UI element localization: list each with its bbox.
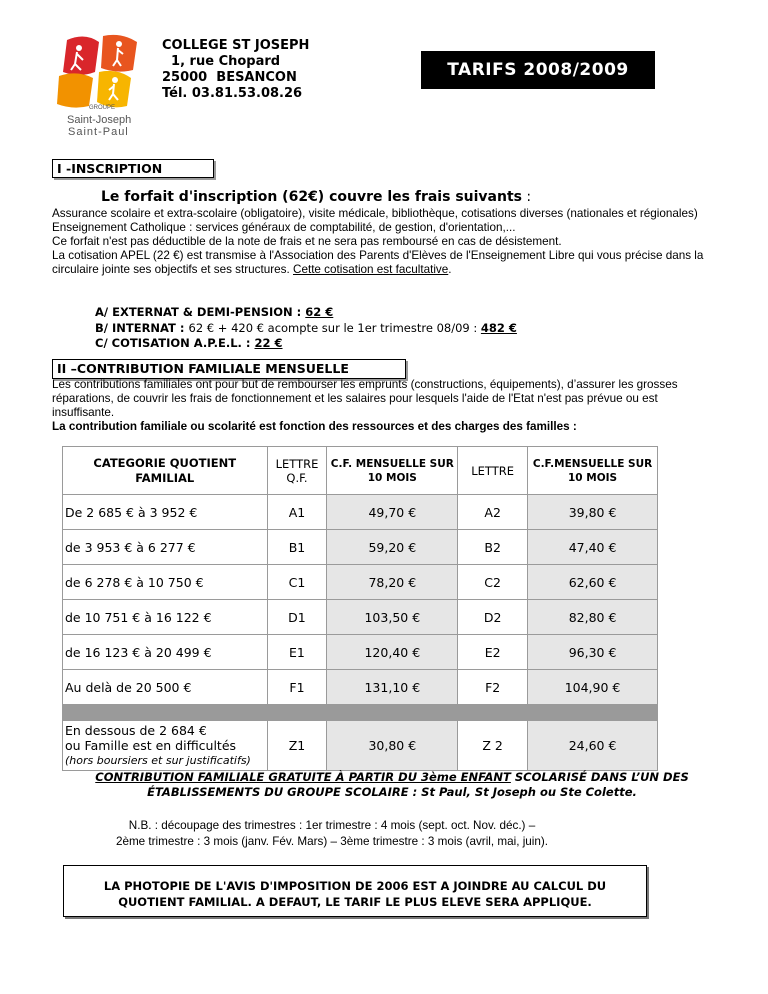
table-header-row bbox=[63, 447, 658, 495]
contribution-intro bbox=[52, 378, 712, 434]
letter-cell: F1 bbox=[267, 670, 327, 705]
range-cell: de 16 123 € à 20 499 € bbox=[63, 635, 268, 670]
letter-cell: D2 bbox=[458, 600, 528, 635]
amount-cell: 131,10 € bbox=[327, 670, 458, 705]
tarif-externat: A/ EXTERNAT & DEMI-PENSION : 62 € bbox=[95, 305, 334, 319]
forfait-line: Enseignement Catholique : services généraux de comptabilité, de gestion, d'orientation,... bbox=[52, 221, 516, 234]
range-cell-low-income: En dessous de 2 684 € ou Famille est en difficultés (hors boursiers et sur justificatifs) bbox=[63, 721, 268, 771]
intro-bold: La contribution familiale ou scolarité est fonction des ressources et des charges des familles : bbox=[52, 420, 577, 433]
table-row bbox=[63, 670, 658, 705]
forfait-details bbox=[52, 207, 712, 277]
amount-cell: 47,40 € bbox=[528, 530, 658, 565]
contribution-table bbox=[62, 446, 658, 771]
tarif-internat-value: 482 € bbox=[480, 320, 517, 335]
table-row bbox=[63, 565, 658, 600]
table-row bbox=[63, 600, 658, 635]
amount-cell: 120,40 € bbox=[327, 635, 458, 670]
range-cell: de 3 953 € à 6 277 € bbox=[63, 530, 268, 565]
range-cell: Au delà de 20 500 € bbox=[63, 670, 268, 705]
letter-cell: F2 bbox=[458, 670, 528, 705]
free-contribution-note: CONTRIBUTION FAMILIALE GRATUITE À PARTIR DU 3ème ENFANT SCOLARISÉ DANS L’UN DES ÉTABLISSEMENTS DU GROUPE SCOLAIRE : St Paul, St Joseph ou Ste Colette. bbox=[95, 770, 689, 799]
letter-cell: Z1 bbox=[267, 721, 327, 771]
school-phone: Tél. 03.81.53.08.26 bbox=[162, 86, 303, 101]
logo-small-label: GROUPE bbox=[89, 105, 116, 111]
letter-cell: B1 bbox=[267, 530, 327, 565]
range-cell: de 6 278 € à 10 750 € bbox=[63, 565, 268, 600]
amount-cell: 39,80 € bbox=[528, 495, 658, 530]
letter-cell: A1 bbox=[267, 495, 327, 530]
table-row bbox=[63, 530, 658, 565]
page-title: TARIFS 2008/2009 bbox=[421, 51, 655, 89]
letter-cell: C2 bbox=[458, 565, 528, 600]
amount-cell: 96,30 € bbox=[528, 635, 658, 670]
tarifs-list bbox=[95, 305, 517, 352]
tarif-externat-value: 62 € bbox=[305, 305, 334, 319]
header-lettre: LETTRE bbox=[458, 447, 528, 495]
separator-row bbox=[63, 705, 658, 721]
table-row-low-income bbox=[63, 721, 658, 771]
forfait-title-text: Le forfait d'inscription (62€) couvre les frais suivants bbox=[101, 189, 522, 205]
letter-cell: C1 bbox=[267, 565, 327, 600]
amount-cell: 104,90 € bbox=[528, 670, 658, 705]
school-logo bbox=[55, 32, 150, 140]
logo-name-2: Saint-Paul bbox=[68, 126, 129, 138]
table-row bbox=[63, 635, 658, 670]
letter-cell: E2 bbox=[458, 635, 528, 670]
school-city: 25000 BESANCON bbox=[162, 70, 297, 85]
forfait-line: Assurance scolaire et extra-scolaire (obligatoire), visite médicale, bibliothèque, cotisations diverses (nationales et régionales) bbox=[52, 207, 698, 220]
amount-cell: 30,80 € bbox=[327, 721, 458, 771]
school-street: 1, rue Chopard bbox=[162, 54, 281, 69]
forfait-title bbox=[101, 189, 531, 205]
letter-cell: E1 bbox=[267, 635, 327, 670]
amount-cell: 59,20 € bbox=[327, 530, 458, 565]
apel-optional: Cette cotisation est facultative bbox=[293, 263, 449, 276]
range-cell: de 10 751 € à 16 122 € bbox=[63, 600, 268, 635]
header-lettre-qf: LETTRE Q.F. bbox=[267, 447, 327, 495]
school-address bbox=[162, 38, 309, 102]
section-heading-contribution: II –CONTRIBUTION FAMILIALE MENSUELLE bbox=[52, 359, 406, 379]
tarif-apel-value: 22 € bbox=[254, 336, 283, 350]
tarif-apel: C/ COTISATION A.P.E.L. : 22 € bbox=[95, 336, 283, 350]
header-categorie: CATEGORIE QUOTIENT FAMILIAL bbox=[63, 447, 268, 495]
trimester-note: N.B. : découpage des trimestres : 1er trimestre : 4 mois (sept. oct. Nov. déc.) – 2ème trimestre : 3 mois (janv. Fév. Mars) – 3ème trimestre : 3 mois (avril, mai, juin). bbox=[115, 819, 549, 848]
school-name: COLLEGE ST JOSEPH bbox=[162, 38, 310, 53]
forfait-line: Ce forfait n'est pas déductible de la note de frais et ne sera pas remboursé en cas de désistement. bbox=[52, 235, 562, 248]
amount-cell: 82,80 € bbox=[528, 600, 658, 635]
letter-cell: Z 2 bbox=[458, 721, 528, 771]
header-cf2: C.F.MENSUELLE SUR 10 MOIS bbox=[528, 447, 658, 495]
forfait-colon: : bbox=[521, 189, 532, 205]
amount-cell: 24,60 € bbox=[528, 721, 658, 771]
letter-cell: D1 bbox=[267, 600, 327, 635]
range-cell: De 2 685 € à 3 952 € bbox=[63, 495, 268, 530]
header-cf1: C.F. MENSUELLE SUR 10 MOIS bbox=[327, 447, 458, 495]
amount-cell: 103,50 € bbox=[327, 600, 458, 635]
amount-cell: 49,70 € bbox=[327, 495, 458, 530]
tax-notice-box: LA PHOTOPIE DE L'AVIS D'IMPOSITION DE 2006 EST A JOINDRE AU CALCUL DU QUOTIENT FAMILIAL. A DEFAUT, LE TARIF LE PLUS ELEVE SERA APPLIQUE. bbox=[63, 865, 647, 917]
intro-text: Les contributions familiales ont pour but de rembourser les emprunts (constructions, équipements), d’assurer les grosses réparations, de couvrir les frais de fonctionnement et les salaires pour lesquels l'aide de l'Etat n'est pas prévue ou est insuffisante. bbox=[52, 378, 678, 419]
letter-cell: B2 bbox=[458, 530, 528, 565]
section-heading-inscription: I -INSCRIPTION bbox=[52, 159, 214, 178]
apel-text: La cotisation APEL (22 €) est transmise à l'Association des Parents d'Elèves de l'Enseignement Libre qui vous précise dans la circulaire jointe ses objectifs et ses structures. bbox=[52, 249, 704, 276]
logo-name-1: Saint-Joseph bbox=[67, 114, 132, 126]
low-income-note: (hors boursiers et sur justificatifs) bbox=[65, 754, 251, 767]
letter-cell: A2 bbox=[458, 495, 528, 530]
forfait-line: La cotisation APEL (22 €) est transmise à l'Association des Parents d'Elèves de l'Enseignement Libre qui vous précise dans la circulaire jointe ses objectifs et ses structures. Cette cotisation est facultative. bbox=[52, 249, 704, 276]
amount-cell: 78,20 € bbox=[327, 565, 458, 600]
amount-cell: 62,60 € bbox=[528, 565, 658, 600]
table-row bbox=[63, 495, 658, 530]
tarif-internat: B/ INTERNAT : 62 € + 420 € acompte sur le 1er trimestre 08/09 : 482 € bbox=[95, 320, 517, 335]
